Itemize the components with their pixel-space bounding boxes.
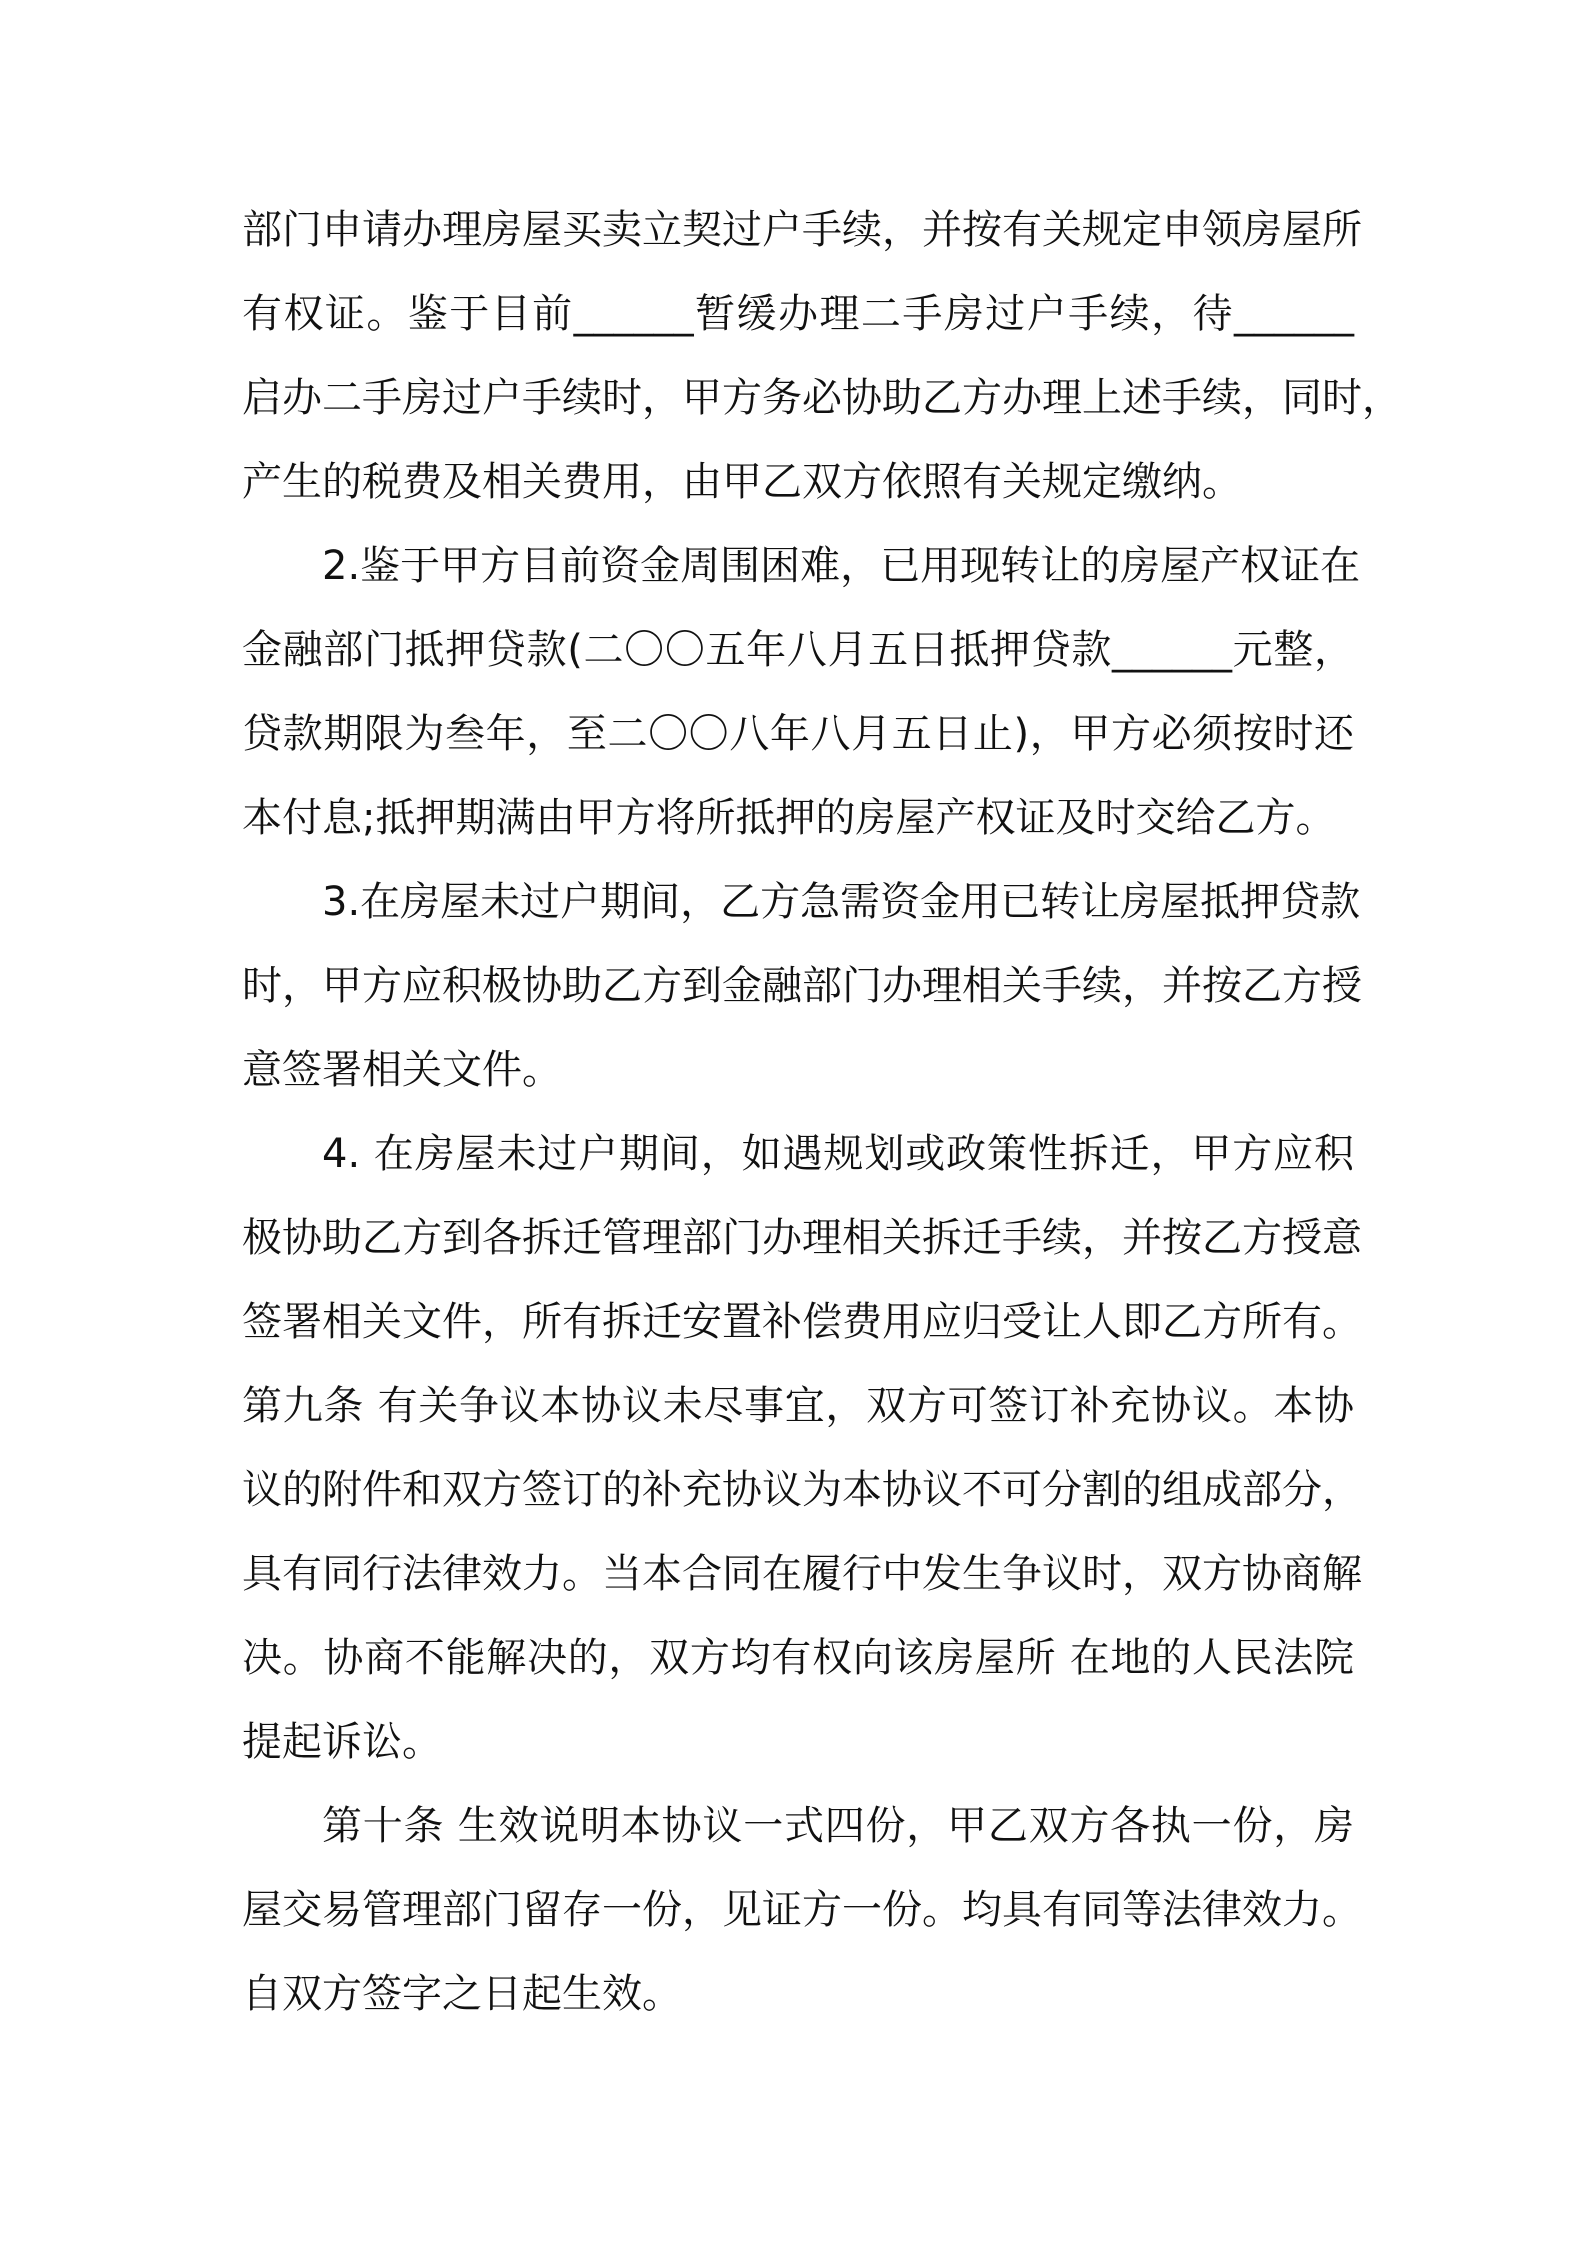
- text-line: 金融部门抵押贷款(二〇〇五年八月五日抵押贷款______元整，: [242, 627, 1354, 673]
- text-line: 具有同行法律效力。当本合同在履行中发生争议时，双方协商解: [242, 1551, 1362, 1597]
- text-line: 产生的税费及相关费用，由甲乙双方依照有关规定缴纳。: [242, 459, 1242, 505]
- text-line: 本付息;抵押期满由甲方将所抵押的房屋产权证及时交给乙方。: [242, 795, 1336, 841]
- text-line: 提起诉讼。: [242, 1719, 442, 1765]
- text-line: 意签署相关文件。: [242, 1047, 562, 1093]
- text-line: 签署相关文件，所有拆迁安置补偿费用应归受让人即乙方所有。: [242, 1299, 1362, 1345]
- text-line: 第十条 生效说明本协议一式四份，甲乙双方各执一份，房: [322, 1803, 1354, 1849]
- text-line: 决。协商不能解决的，双方均有权向该房屋所 在地的人民法院: [242, 1635, 1354, 1681]
- text-line: 4. 在房屋未过户期间，如遇规划或政策性拆迁，甲方应积: [322, 1131, 1354, 1177]
- text-line: 议的附件和双方签订的补充协议为本协议不可分割的组成部分，: [242, 1467, 1362, 1513]
- text-line: 屋交易管理部门留存一份，见证方一份。均具有同等法律效力。: [242, 1887, 1362, 1933]
- text-line: 2.鉴于甲方目前资金周围困难，已用现转让的房屋产权证在: [322, 543, 1361, 589]
- text-line: 贷款期限为叁年，至二〇〇八年八月五日止)，甲方必须按时还: [242, 711, 1354, 757]
- text-line: 启办二手房过户手续时，甲方务必协助乙方办理上述手续，同时，: [242, 375, 1402, 421]
- text-line: 自双方签字之日起生效。: [242, 1971, 682, 2017]
- text-line: 3.在房屋未过户期间，乙方急需资金用已转让房屋抵押贷款: [322, 879, 1361, 925]
- text-line: 部门申请办理房屋买卖立契过户手续，并按有关规定申领房屋所: [242, 207, 1362, 253]
- text-line: 有权证。鉴于目前______暂缓办理二手房过户手续，待______: [242, 291, 1354, 337]
- text-line: 极协助乙方到各拆迁管理部门办理相关拆迁手续，并按乙方授意: [242, 1215, 1362, 1261]
- text-line: 时，甲方应积极协助乙方到金融部门办理相关手续，并按乙方授: [242, 963, 1362, 1009]
- text-line: 第九条 有关争议本协议未尽事宜，双方可签订补充协议。本协: [242, 1383, 1354, 1429]
